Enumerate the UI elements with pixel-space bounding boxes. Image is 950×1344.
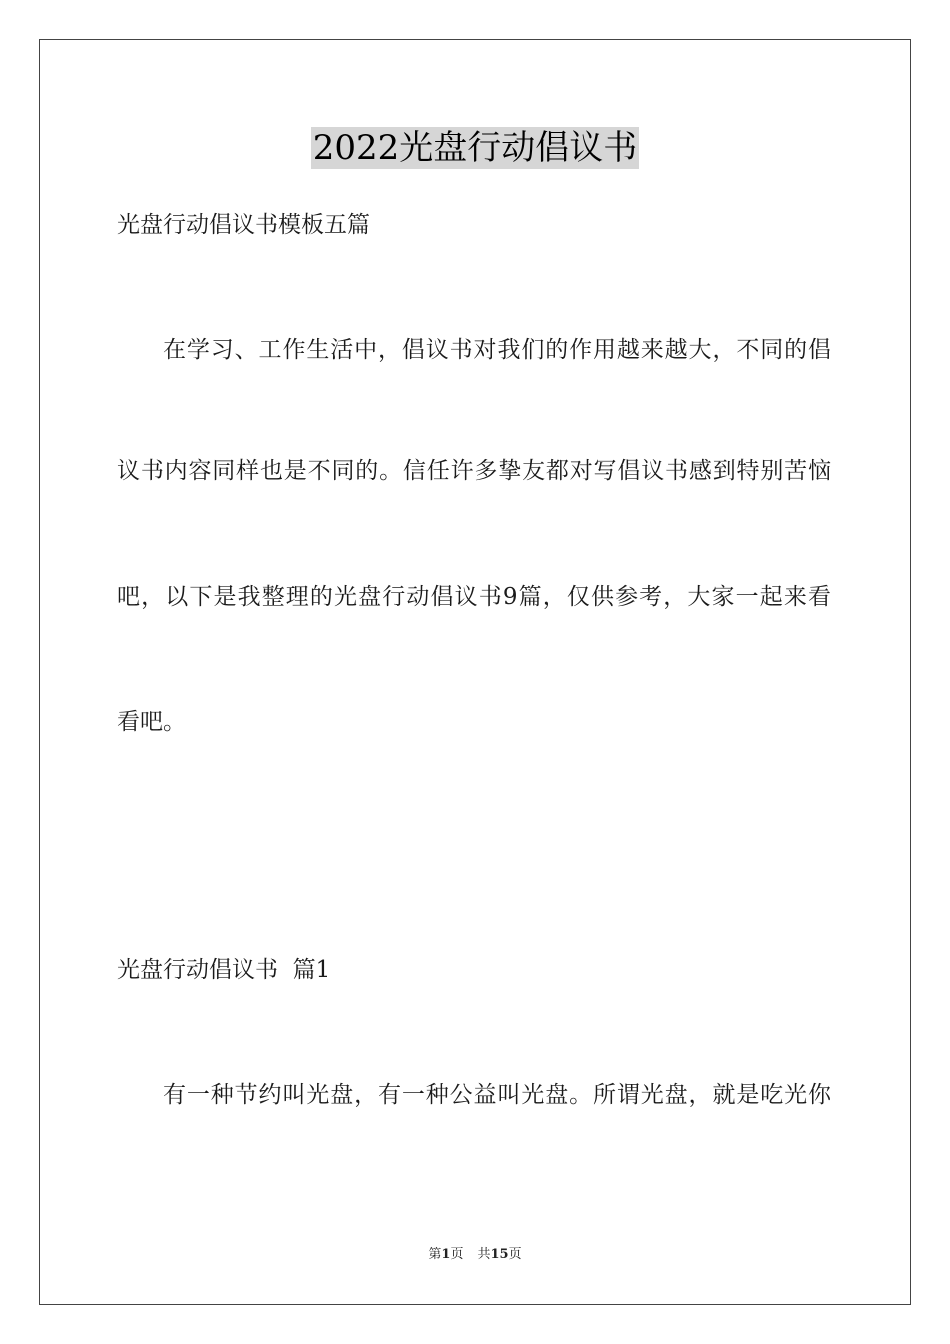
document-subtitle: 光盘行动倡议书模板五篇 [117, 212, 370, 238]
footer-total-prefix: 共 [477, 1247, 491, 1262]
document-title: 2022光盘行动倡议书 [312, 128, 638, 168]
section-line-1: 有一种节约叫光盘，有一种公益叫光盘。所谓光盘，就是吃光你 [163, 1082, 831, 1108]
footer-page-prefix: 第 [428, 1247, 442, 1262]
intro-line-2: 议书内容同样也是不同的。信任许多挚友都对写倡议书感到特别苦恼 [117, 458, 831, 484]
footer-total-pages: 15 [490, 1247, 509, 1262]
footer-page-suffix: 页 [450, 1247, 464, 1262]
page-footer [0, 1246, 950, 1264]
footer-total-suffix: 页 [508, 1247, 522, 1262]
intro-line-3: 吧，以下是我整理的光盘行动倡议书9篇，仅供参考，大家一起来看 [117, 584, 831, 610]
intro-line-1: 在学习、工作生活中，倡议书对我们的作用越来越大，不同的倡 [163, 337, 831, 363]
footer-page-number: 1 [441, 1247, 451, 1262]
section-heading: 光盘行动倡议书 篇1 [117, 957, 331, 983]
title-container [0, 127, 950, 169]
intro-line-4: 看吧。 [117, 709, 186, 735]
